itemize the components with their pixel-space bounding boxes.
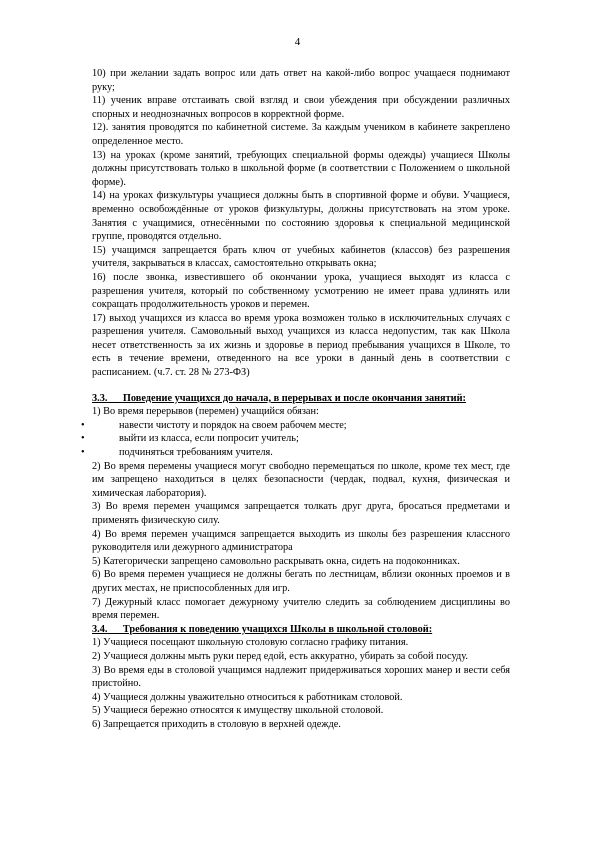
list-item: 16) после звонка, известившего об окончании урока, учащиеся выходят из класса с разрешения учителя, который по собственному усмотрению не имеет права удлинять или сокращать продолжительность уроков и перемен. [92, 271, 510, 311]
list-item: 6) Запрещается приходить в столовую в верхней одежде. [92, 718, 341, 730]
list-item: 2) Учащиеся должны мыть руки перед едой, есть аккуратно, убирать за собой посуду. [92, 650, 468, 662]
list-item: 7) Дежурный класс помогает дежурному учителю следить за соблюдением дисциплины во время перемен. [92, 596, 510, 622]
bullet-item: • выйти из класса, если попросит учитель; [92, 432, 510, 446]
list-item: 12). занятия проводятся по кабинетной системе. За каждым учеником в кабинете закреплено определенное место. [92, 122, 510, 147]
list-item: 3) Во время еды в столовой учащимся надлежит придерживаться хороших манер и вести себя пристойно. [92, 664, 510, 690]
list-item: 2) Во время перемены учащиеся могут свободно перемещаться по школе, кроме тех мест, где им запрещено находиться в целях безопасности (чердак, подвал, кухня, физическая и химическая лаборатория). [92, 460, 510, 499]
page-number: 4 [294, 36, 301, 48]
list-item: 4) Во время перемен учащимся запрещается выходить из школы без разрешения классного руководителя или дежурного администратора [92, 528, 510, 554]
list-item: 10) при желании задать вопрос или дать ответ на какой-либо вопрос учащаеся поднимают руку; [92, 68, 510, 93]
section-intro: 1) Во время перерывов (перемен) учащийся обязан: [92, 406, 319, 418]
list-item: 15) учащимся запрещается брать ключ от учебных кабинетов (классов) без разрешения учителя, закрываться в классах, самостоятельно открывать окна; [92, 244, 510, 270]
list-item: 5) Учащиеся бережно относятся к имуществу школьной столовой. [92, 705, 384, 717]
list-item: 4) Учащиеся должны уважительно относиться к работникам столовой. [92, 691, 403, 703]
list-item: 13) на уроках (кроме занятий, требующих специальной формы одежды) учащиеся Школы должны присутствовать только в школьной форме (в соответствии с Положением о школьной форме). [92, 149, 510, 188]
list-item: 6) Во время перемен учащиеся не должны бегать по лестницам, вблизи оконных проемов и в других местах, не приспособленных для игр. [92, 569, 510, 594]
document-body [92, 67, 510, 732]
section-heading-3-3: 3.3. Поведение учащихся до начала, в перерывах и после окончания занятий: [92, 392, 466, 404]
section-heading-3-4: 3.4. Требования к поведению учащихся Школы в школьной столовой: [92, 623, 433, 635]
list-item: 5) Категорически запрещено самовольно раскрывать окна, сидеть на подоконниках. [92, 555, 460, 567]
list-item: 17) выход учащихся из класса во время урока возможен только в исключительных случаях с разрешения учителя. Самовольный выход учащихся из класса недопустим, так как Школа несет ответственность за их жизнь и здоровье в период пребывания учащихся в Школе, то есть в течение времени, отведенного на все уроки в данный день в соответствии с расписанием. (ч.7. ст. 28 № 273-ФЗ) [92, 312, 510, 379]
list-item: 14) на уроках физкультуры учащиеся должны быть в спортивной форме и обуви. Учащиеся, временно освобождённые от уроков физкультуры, должны присутствовать на этом уроке. Занятия с учащимися, отнесёнными по состоянию здоровья к специальной медицинской группе, проводятся отдельно. [92, 190, 510, 243]
list-item: 11) ученик вправе отстаивать свой взгляд и свои убеждения при обсуждении различных спорных и неоднозначных вопросов в корректной форме. [92, 95, 510, 120]
list-item: 3) Во время перемен учащимся запрещается толкать друг друга, бросаться предметами и применять физическую силу. [92, 501, 510, 526]
list-item: 1) Учащиеся посещают школьную столовую согласно графику питания. [92, 637, 409, 649]
bullet-item: • подчиняться требованиям учителя. [92, 446, 510, 460]
bullet-item: • навести чистоту и порядок на своем рабочем месте; [92, 419, 510, 433]
